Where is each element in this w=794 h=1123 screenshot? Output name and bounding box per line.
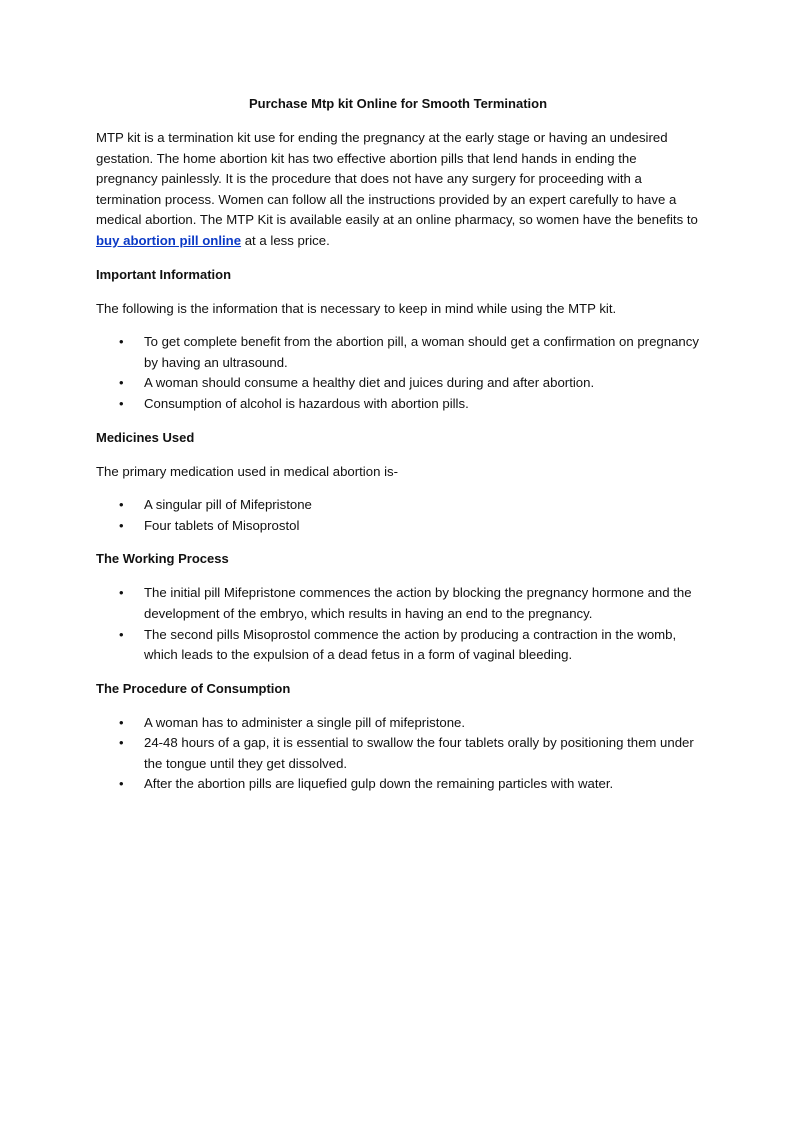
document-content xyxy=(96,94,700,808)
list-item-text: A woman should consume a healthy diet and juices during and after abortion. xyxy=(144,375,595,391)
list-item-text: To get complete benefit from the abortion pill, a woman should get a confirmation on pregnancy by having an ultrasound. xyxy=(144,334,699,370)
list-item xyxy=(96,495,700,516)
list-item-text: After the abortion pills are liquefied gulp down the remaining particles with water. xyxy=(144,776,614,792)
bullet-icon: • xyxy=(119,585,124,601)
list-item-text: Consumption of alcohol is hazardous with abortion pills. xyxy=(144,395,469,411)
bullet-icon: • xyxy=(119,735,124,751)
list-item xyxy=(96,733,700,774)
procedure-of-consumption-list xyxy=(96,713,700,795)
list-item-text: Four tablets of Misoprostol xyxy=(144,517,300,533)
list-item xyxy=(96,332,700,373)
document-title: Purchase Mtp kit Online for Smooth Termination xyxy=(248,96,548,111)
important-information-paragraph: The following is the information that is necessary to keep in mind while using the MTP kit. xyxy=(96,300,617,316)
list-item xyxy=(96,373,700,394)
bullet-icon: • xyxy=(119,714,124,730)
list-item-text: 24-48 hours of a gap, it is essential to swallow the four tablets orally by positioning them under the tongue until they get dissolved. xyxy=(144,735,694,771)
list-item-text: The initial pill Mifepristone commences the action by blocking the pregnancy hormone and the development of the embryo, which results in having an end to the pregnancy. xyxy=(144,585,692,621)
important-information-heading: Important Information xyxy=(96,266,232,282)
bullet-icon: • xyxy=(119,395,124,411)
list-item xyxy=(96,583,700,624)
intro-paragraph xyxy=(96,128,700,252)
buy-abortion-pill-online-link[interactable]: buy abortion pill online xyxy=(96,232,242,248)
bullet-icon: • xyxy=(119,334,124,350)
medicines-used-list xyxy=(96,495,700,536)
list-item xyxy=(96,774,700,795)
list-item xyxy=(96,516,700,537)
list-item-text: A singular pill of Mifepristone xyxy=(144,497,312,513)
list-item xyxy=(96,713,700,734)
bullet-icon: • xyxy=(119,497,124,513)
intro-text-before: MTP kit is a termination kit use for ending the pregnancy at the early stage or having an undesired gestation. The home abortion kit has two effective abortion pills that lend hands in ending the pregnancy painlessly. It is the procedure that does not have any surgery for proceeding with a termination process. Women can follow all the instructions provided by an expert carefully to have a medical abortion. The MTP Kit is available easily at an online pharmacy, so women have the benefits to xyxy=(96,130,698,228)
list-item-text: A woman has to administer a single pill of mifepristone. xyxy=(144,714,466,730)
list-item xyxy=(96,625,700,666)
bullet-icon: • xyxy=(119,375,124,391)
list-item xyxy=(96,394,700,415)
list-item-text: The second pills Misoprostol commence the action by producing a contraction in the womb, which leads to the expulsion of a dead fetus in a form of vaginal bleeding. xyxy=(144,626,677,663)
working-process-list xyxy=(96,583,700,665)
medicines-used-heading: Medicines Used xyxy=(96,429,195,445)
medicines-used-paragraph: The primary medication used in medical abortion is- xyxy=(96,463,398,479)
bullet-icon: • xyxy=(119,776,124,792)
bullet-icon: • xyxy=(119,626,124,642)
bullet-icon: • xyxy=(119,517,124,533)
working-process-heading: The Working Process xyxy=(96,551,229,567)
procedure-of-consumption-heading: The Procedure of Consumption xyxy=(96,680,291,696)
important-information-list xyxy=(96,332,700,414)
intro-text-after: at a less price. xyxy=(241,232,330,248)
